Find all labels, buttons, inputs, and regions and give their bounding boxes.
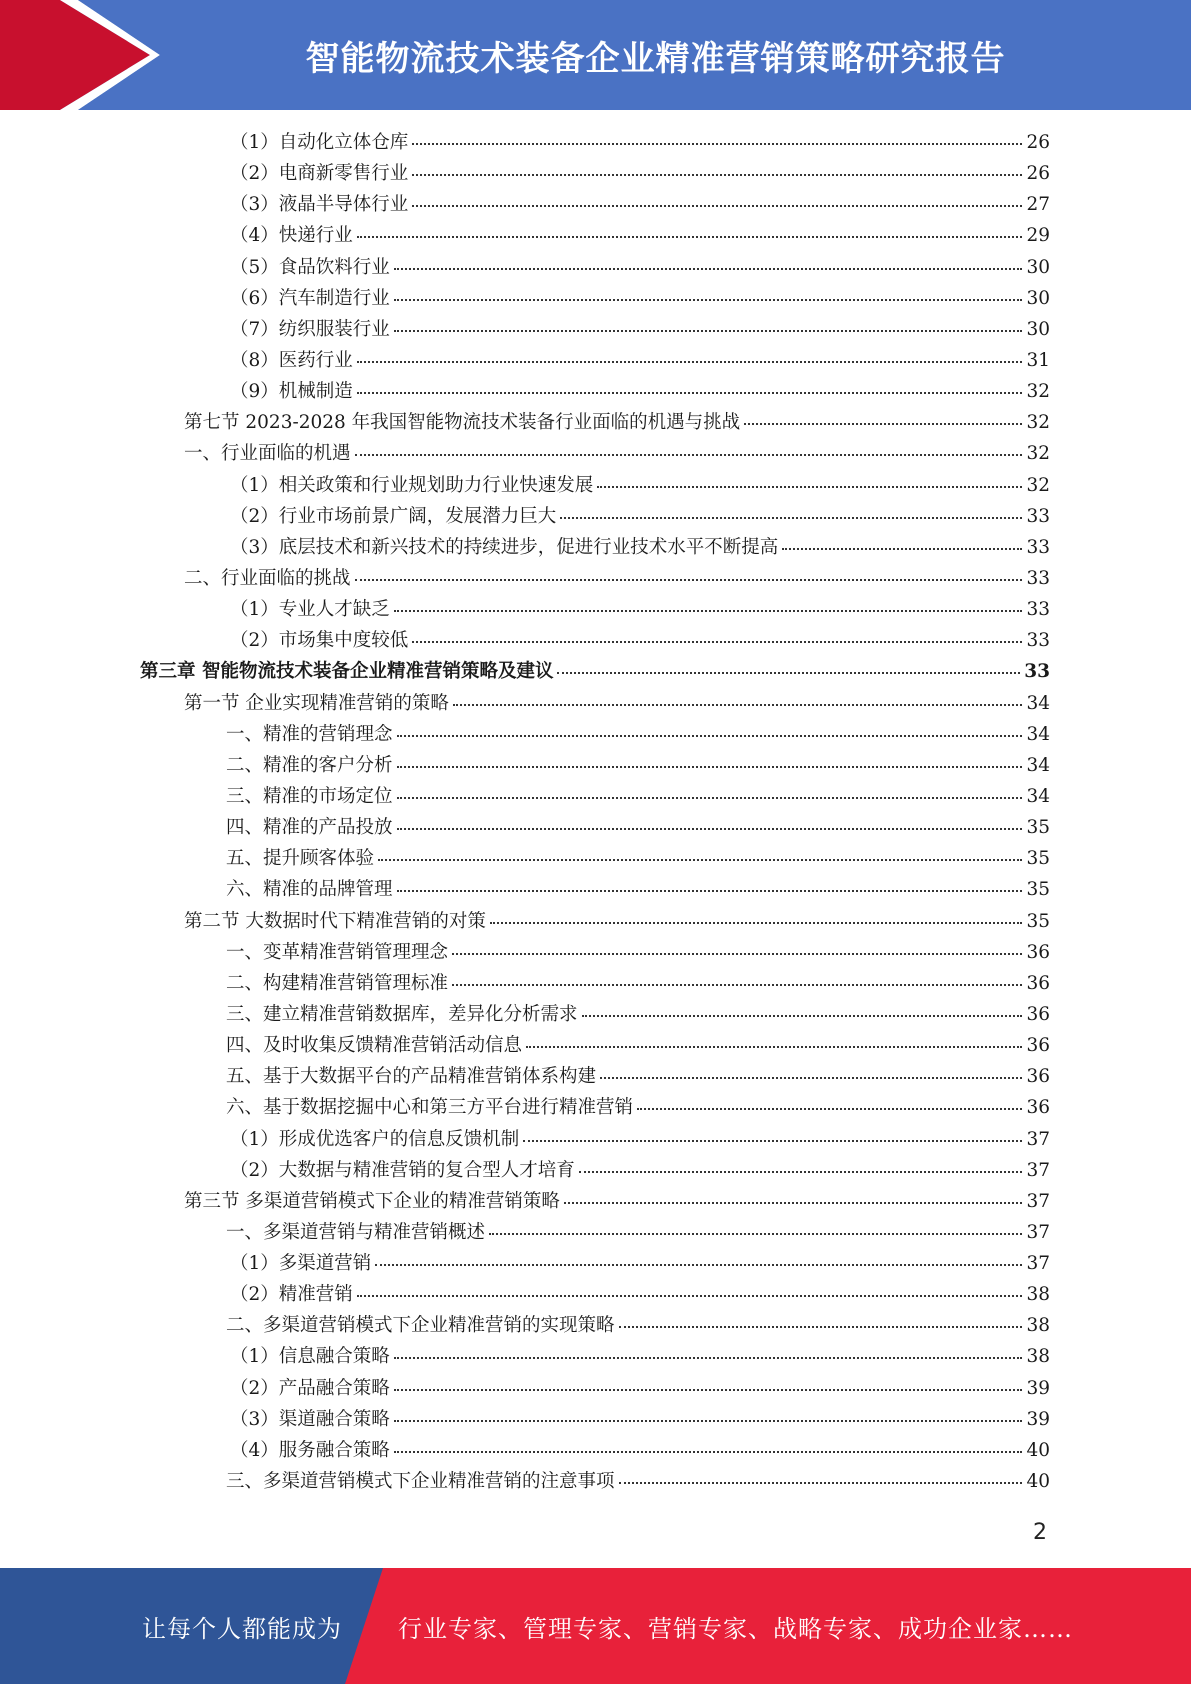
toc-entry-title: （7）纺织服装行业: [230, 318, 390, 340]
toc-entry[interactable]: [140, 1124, 1050, 1155]
toc-dot-leader: [394, 249, 1023, 270]
toc-entry-title: 一、变革精准营销管理理念: [226, 941, 449, 963]
toc-dot-leader: [394, 592, 1023, 613]
toc-entry[interactable]: [140, 345, 1050, 376]
toc-entry-title: 第一节 企业实现精准营销的策略: [184, 692, 449, 714]
toc-dot-leader: [357, 342, 1023, 363]
toc-dot-leader: [397, 872, 1023, 893]
toc-dot-leader: [619, 1464, 1023, 1485]
toc-entry-title: 三、精准的市场定位: [226, 785, 393, 807]
toc-entry[interactable]: [140, 1092, 1050, 1123]
toc-entry[interactable]: [140, 501, 1050, 532]
toc-entry[interactable]: [140, 843, 1050, 874]
toc-entry-page: 34: [1026, 692, 1050, 714]
toc-entry-page: 36: [1026, 1003, 1050, 1025]
toc-entry-page: 37: [1026, 1128, 1050, 1150]
toc-entry-page: 33: [1026, 567, 1050, 589]
toc-entry-page: 35: [1026, 817, 1050, 839]
toc-entry[interactable]: [140, 719, 1050, 750]
toc-entry[interactable]: [140, 781, 1050, 812]
toc-entry-page: 34: [1026, 754, 1050, 776]
toc-entry[interactable]: [140, 656, 1050, 687]
toc-dot-leader: [378, 841, 1022, 862]
toc-dot-leader: [526, 1028, 1022, 1049]
toc-entry-title: 第二节 大数据时代下精准营销的对策: [184, 910, 486, 932]
toc-entry[interactable]: [140, 189, 1050, 220]
toc-entry[interactable]: [140, 1030, 1050, 1061]
toc-entry-title: （8）医药行业: [230, 349, 353, 371]
toc-entry-page: 30: [1026, 318, 1050, 340]
header-arrow-decoration: [0, 0, 160, 110]
toc-dot-leader: [557, 654, 1020, 675]
toc-entry-title: 五、基于大数据平台的产品精准营销体系构建: [226, 1066, 597, 1088]
toc-entry-page: 31: [1026, 349, 1050, 371]
toc-entry-title: 五、提升顾客体验: [226, 848, 375, 870]
toc-dot-leader: [397, 778, 1023, 799]
toc-entry[interactable]: [140, 470, 1050, 501]
toc-entry-title: （3）底层技术和新兴技术的持续进步，促进行业技术水平不断提高: [230, 536, 779, 558]
toc-entry[interactable]: [140, 407, 1050, 438]
toc-entry[interactable]: [140, 999, 1050, 1030]
toc-entry-title: 二、多渠道营销模式下企业精准营销的实现策略: [226, 1315, 615, 1337]
toc-dot-leader: [579, 1152, 1023, 1173]
toc-entry-page: 38: [1026, 1346, 1050, 1368]
page-number: 2: [1033, 1520, 1047, 1545]
footer-roles: 行业专家、管理专家、营销专家、战略专家、成功企业家……: [398, 1614, 1073, 1643]
toc-entry-title: （1）专业人才缺乏: [230, 599, 390, 621]
toc-entry[interactable]: [140, 252, 1050, 283]
toc-dot-leader: [600, 1059, 1022, 1080]
toc-dot-leader: [412, 623, 1022, 644]
toc-entry[interactable]: [140, 376, 1050, 407]
toc-entry-title: （2）市场集中度较低: [230, 630, 409, 652]
toc-dot-leader: [490, 903, 1023, 924]
toc-entry-page: 35: [1026, 879, 1050, 901]
toc-entry-title: 三、多渠道营销模式下企业精准营销的注意事项: [226, 1471, 615, 1493]
toc-entry[interactable]: [140, 532, 1050, 563]
toc-entry[interactable]: [140, 563, 1050, 594]
toc-entry-page: 39: [1026, 1408, 1050, 1430]
toc-dot-leader: [619, 1308, 1023, 1329]
toc-entry[interactable]: [140, 1186, 1050, 1217]
toc-entry-title: 二、构建精准营销管理标准: [226, 972, 449, 994]
toc-entry[interactable]: [140, 1248, 1050, 1279]
toc-entry-title: （2）产品融合策略: [230, 1377, 390, 1399]
toc-entry-page: 37: [1026, 1221, 1050, 1243]
toc-entry-page: 37: [1026, 1190, 1050, 1212]
toc-entry[interactable]: [140, 314, 1050, 345]
toc-entry-title: （5）食品饮料行业: [230, 256, 390, 278]
toc-entry[interactable]: [140, 1155, 1050, 1186]
toc-entry[interactable]: [140, 1310, 1050, 1341]
toc-entry-page: 29: [1026, 225, 1050, 247]
toc-entry-page: 36: [1026, 1035, 1050, 1057]
toc-entry-page: 36: [1026, 1097, 1050, 1119]
toc-entry[interactable]: [140, 220, 1050, 251]
toc-entry[interactable]: [140, 937, 1050, 968]
toc-entry-page: 30: [1026, 256, 1050, 278]
toc-entry-page: 34: [1026, 785, 1050, 807]
toc-entry-title: 六、精准的品牌管理: [226, 879, 393, 901]
toc-dot-leader: [397, 747, 1023, 768]
toc-entry[interactable]: [140, 906, 1050, 937]
toc-entry-title: 四、精准的产品投放: [226, 817, 393, 839]
toc-dot-leader: [357, 374, 1023, 395]
toc-entry-page: 32: [1026, 474, 1050, 496]
toc-entry-page: 35: [1026, 910, 1050, 932]
page-header: [0, 0, 1191, 110]
toc-dot-leader: [355, 560, 1023, 581]
toc-dot-leader: [744, 405, 1022, 426]
toc-entry-title: （1）信息融合策略: [230, 1346, 390, 1368]
toc-dot-leader: [394, 280, 1023, 301]
toc-dot-leader: [412, 187, 1022, 208]
toc-entry-title: 一、精准的营销理念: [226, 723, 393, 745]
toc-entry-title: （2）行业市场前景广阔，发展潜力巨大: [230, 505, 557, 527]
toc-entry[interactable]: [140, 127, 1050, 158]
toc-dot-leader: [637, 1090, 1022, 1111]
toc-dot-leader: [564, 1183, 1023, 1204]
toc-dot-leader: [394, 311, 1023, 332]
toc-dot-leader: [357, 1277, 1023, 1298]
toc-entry-title: （3）液晶半导体行业: [230, 194, 409, 216]
toc-entry-title: （1）多渠道营销: [230, 1253, 372, 1275]
toc-entry[interactable]: [140, 625, 1050, 656]
toc-dot-leader: [782, 529, 1022, 550]
toc-dot-leader: [397, 810, 1023, 831]
toc-entry-title: （2）精准营销: [230, 1284, 353, 1306]
toc-entry-page: 36: [1026, 1066, 1050, 1088]
toc-entry-title: 六、基于数据挖掘中心和第三方平台进行精准营销: [226, 1097, 634, 1119]
toc-entry[interactable]: [140, 812, 1050, 843]
toc-dot-leader: [394, 1370, 1023, 1391]
toc-entry-page: 26: [1026, 163, 1050, 185]
footer-slogan: 让每个人都能成为: [142, 1614, 342, 1643]
toc-entry[interactable]: [140, 1279, 1050, 1310]
toc-entry-page: 34: [1026, 723, 1050, 745]
toc-entry-page: 32: [1026, 412, 1050, 434]
toc-entry[interactable]: [140, 1061, 1050, 1092]
toc-entry-title: （2）大数据与精准营销的复合型人才培育: [230, 1159, 575, 1181]
toc-entry-page: 38: [1026, 1315, 1050, 1337]
toc-entry-title: 第三章 智能物流技术装备企业精准营销策略及建议: [140, 661, 554, 683]
toc-entry-page: 36: [1026, 972, 1050, 994]
toc-entry-title: 第七节 2023-2028 年我国智能物流技术装备行业面临的机遇与挑战: [184, 412, 741, 434]
toc-entry-title: 一、行业面临的机遇: [184, 443, 351, 465]
toc-dot-leader: [412, 156, 1022, 177]
toc-dot-leader: [412, 125, 1022, 146]
toc-entry-title: 四、及时收集反馈精准营销活动信息: [226, 1035, 523, 1057]
toc-entry[interactable]: [140, 1466, 1050, 1497]
toc-entry-title: 二、行业面临的挑战: [184, 567, 351, 589]
toc-entry-title: （1）形成优选客户的信息反馈机制: [230, 1128, 520, 1150]
report-title: 智能物流技术装备企业精准营销策略研究报告: [305, 38, 1006, 79]
toc-entry[interactable]: [140, 1341, 1050, 1372]
toc-entry-title: （4）快递行业: [230, 225, 353, 247]
toc-entry-page: 37: [1026, 1253, 1050, 1275]
toc-dot-leader: [452, 934, 1022, 955]
toc-entry-page: 32: [1026, 443, 1050, 465]
toc-entry-title: （3）渠道融合策略: [230, 1408, 390, 1430]
toc-entry-page: 32: [1026, 381, 1050, 403]
toc-entry[interactable]: [140, 283, 1050, 314]
toc-entry-title: 一、多渠道营销与精准营销概述: [226, 1221, 486, 1243]
toc-entry-title: 三、建立精准营销数据库，差异化分析需求: [226, 1003, 578, 1025]
toc-entry-page: 40: [1026, 1471, 1050, 1493]
toc-entry-page: 37: [1026, 1159, 1050, 1181]
toc-entry[interactable]: [140, 1217, 1050, 1248]
toc-dot-leader: [452, 965, 1022, 986]
toc-entry-page: 40: [1026, 1439, 1050, 1461]
toc-dot-leader: [394, 1432, 1023, 1453]
toc-entry-page: 30: [1026, 287, 1050, 309]
toc-dot-leader: [597, 467, 1022, 488]
toc-entry-title: 二、精准的客户分析: [226, 754, 393, 776]
toc-entry-page: 33: [1026, 536, 1050, 558]
toc-entry[interactable]: [140, 594, 1050, 625]
toc-entry[interactable]: [140, 1404, 1050, 1435]
toc-entry-page: 33: [1026, 630, 1050, 652]
toc-entry-page: 33: [1026, 599, 1050, 621]
toc-dot-leader: [560, 498, 1022, 519]
toc-entry-page: 38: [1026, 1284, 1050, 1306]
toc-dot-leader: [397, 716, 1023, 737]
toc-entry[interactable]: [140, 750, 1050, 781]
toc-dot-leader: [489, 1214, 1022, 1235]
page-footer: [0, 1568, 1191, 1684]
toc-entry[interactable]: [140, 1373, 1050, 1404]
toc-entry-page: 33: [1026, 505, 1050, 527]
toc-dot-leader: [453, 685, 1023, 706]
toc-entry[interactable]: [140, 874, 1050, 905]
toc-entry[interactable]: [140, 968, 1050, 999]
toc-entry[interactable]: [140, 1435, 1050, 1466]
toc-dot-leader: [394, 1339, 1023, 1360]
toc-entry-title: （1）相关政策和行业规划助力行业快速发展: [230, 474, 594, 496]
toc-entry-page: 27: [1026, 194, 1050, 216]
toc-entry[interactable]: [140, 688, 1050, 719]
toc-dot-leader: [357, 218, 1023, 239]
toc-entry-page: 36: [1026, 941, 1050, 963]
toc-entry-title: 第三节 多渠道营销模式下企业的精准营销策略: [184, 1190, 560, 1212]
toc-dot-leader: [394, 1401, 1023, 1422]
toc-entry-page: 35: [1026, 848, 1050, 870]
toc-dot-leader: [375, 1246, 1022, 1267]
toc-entry-title: （9）机械制造: [230, 381, 353, 403]
toc-entry[interactable]: [140, 158, 1050, 189]
toc-entry-title: （1）自动化立体仓库: [230, 132, 409, 153]
toc-dot-leader: [355, 436, 1023, 457]
toc-entry-title: （2）电商新零售行业: [230, 163, 409, 185]
toc-entry-title: （4）服务融合策略: [230, 1439, 390, 1461]
toc-dot-leader: [582, 996, 1023, 1017]
toc-entry[interactable]: [140, 438, 1050, 469]
toc-dot-leader: [523, 1121, 1022, 1142]
table-of-contents: [140, 127, 1050, 1497]
toc-entry-title: （6）汽车制造行业: [230, 287, 390, 309]
toc-entry-page: 33: [1024, 661, 1050, 683]
toc-entry-page: 39: [1026, 1377, 1050, 1399]
toc-entry-page: 26: [1026, 132, 1050, 153]
